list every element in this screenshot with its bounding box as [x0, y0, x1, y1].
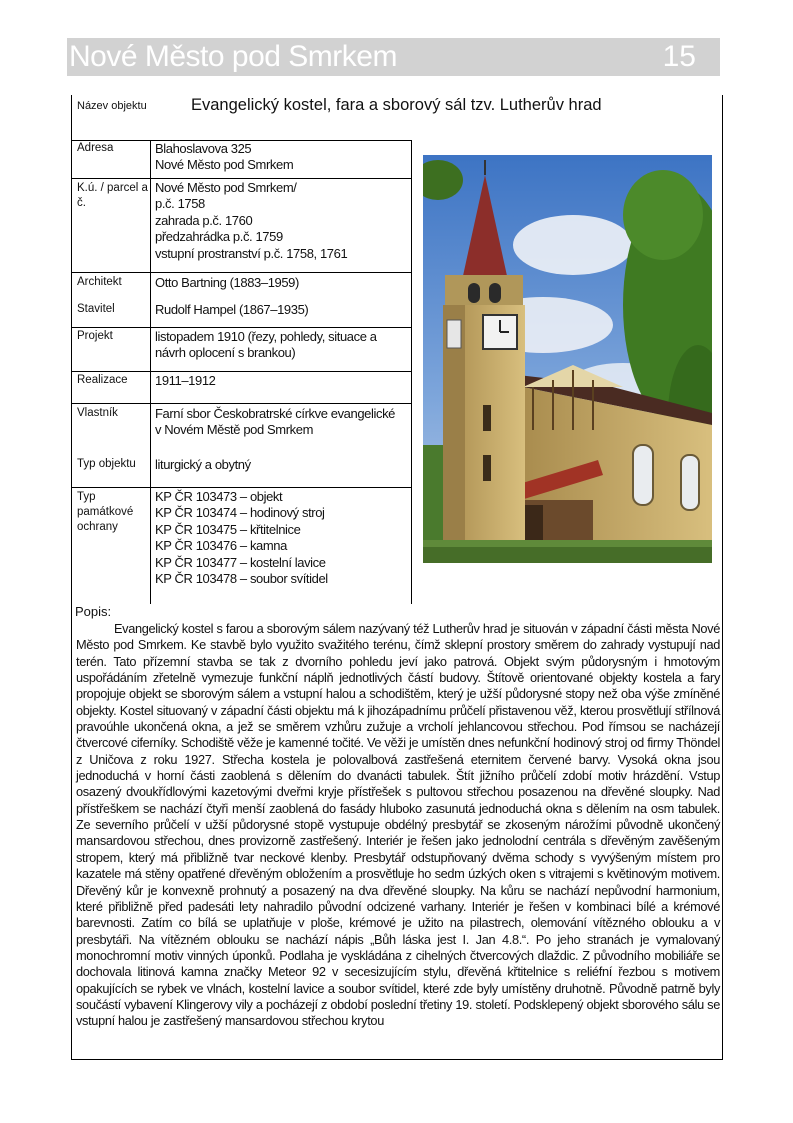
realization-label: Realizace [77, 374, 128, 386]
realization-value: 1911–1912 [155, 373, 216, 388]
table-right-border [411, 140, 412, 604]
table-rule [71, 487, 411, 488]
table-rule [71, 178, 411, 179]
parcel-label: K.ú. / parcel a č. [77, 182, 148, 209]
frame-right-border [722, 95, 723, 1060]
builder-label: Stavitel [77, 303, 115, 315]
table-rule [71, 403, 411, 404]
protection-value: KP ČR 103473 – objekt KP ČR 103474 – hodinový stroj KP ČR 103475 – křtitelnice KP ČR 103476 – kamna KP ČR 103477 – kostelní lavice KP ČR 103478 – soubor svítidel [155, 489, 328, 587]
table-column-divider [150, 140, 151, 604]
builder-value: Rudolf Hampel (1867–1935) [155, 302, 309, 317]
description-text: Evangelický kostel s farou a sborovým sálem nazývaný též Lutherův hrad je situován v západní části města Nové Město pod Smrkem. Ke stavbě bylo využito svažitého terénu, čímž sklepní prostory směrem do zahrady vystupují nad terén. Tato přízemní stavba se tak z dvorního pohledu jeví jako patrová. Objekt svým půdorysným i hmotovým uspořádáním zřetelně vymezuje funkční náplň jednotlivých částí budovy. Štítově orientované objekty kostela a fary propojuje objekt se sborovým sálem a vstupní halou a schodištěm, který je užší půdorysné stopy než oba výše zmíněné objekty. Kostel situovaný v západní části objektu má k jihozápadnímu průčelí přistavenou věž, kterou prosvětlují střílnová pravoúhle ukončená okna, a jež se směrem vzhůru zužuje a vrcholí jehlancovou střechou. Pod římsou se nacházejí čtvercové ciferníky. Schodiště věže je kamenné točité. Ve věži je umístěn dnes nefunkční hodinový stroj od firmy Thöndel z Uničova z roku 1927. Střecha kostela je polovalbová zastřešená eternitem červené barvy. Vysoká okna jsou jednoduchá v horní části zaoblená s dělením do dvanácti tabulek. Štít jižního průčelí zdobí motiv hrázdění. Vstup osazený dvoukřídlovými kazetovými dveřmi kryje přístřešek s pultovou střechou posazenou na dřevěné sloupky. Nad přístřeškem se nachází čtyři menší zaoblená do fasády hluboko zasunutá jednoduchá okna s dělením na osm tabulek. Ze severního průčelí v užší půdorysné stopě vystupuje obdélný presbytář se zkoseným nárožími původně ukončený mansardovou střechou, dnes provizorně zastřešený. Interiér je řešen jako jednolodní centrála s dřevěným zavěšeným stropem, který má přibližně tvar neckové klenby. Presbytář odstupňovaný dvěma schody s vyvýšeným místem pro kazatele má stěny opatřené dřevěným obložením a prosvětluje ho sedm úzkých oken s vitrajemi s květinovým motivem. Dřevěný kůr je konvexně prohnutý a posazený na dva dřevěné sloupky. Na kůru se nachází nepůvodní harmonium, které přibližně před padesáti lety nahradilo původní odcizené varhany. Interiér je řešen v kombinaci bílé a krémové barevnosti. Zatím co bílá se uplatňuje v ploše, krémové je užito na pilastrech, olemování vítězného oblouku a v presbytáři. Na vítězném oblouku se nachází nápis „Bůh láska jest I. Jan 4.8.“. Po jeho stranách je vymalovaný monochromní motiv vinných úponků. Podlaha je vyskládána z cihelných čtvercových dlaždic. Z původního mobiliáře se dochovala litinová kamna značky Meteor 92 v secesizujícím stylu, dřevěná křtitelnice s reliéfní řezbou s motivem opakujících se rybek ve vlnách, kostelní lavice a soubor svítidel, které zde byly umístěny druhotně. Původně patrně byly součástí vybavení Klingerovy vily a pocházejí z období poslední třetiny 19. století. Podsklepený objekt sborového sálu se vstupní halou je zastřešený mansardovou střechou krytou [76, 621, 720, 1029]
page-number: 15 [662, 40, 696, 73]
frame-bottom-border [71, 1059, 723, 1060]
object-name-label: Název objektu [77, 100, 147, 112]
parcel-value: Nové Město pod Smrkem/ p.č. 1758 zahrada p.č. 1760 předzahrádka p.č. 1759 vstupní prostranství p.č. 1758, 1761 [155, 180, 348, 261]
architect-label: Architekt [77, 276, 122, 288]
object-name-value: Evangelický kostel, fara a sborový sál tzv. Lutherův hrad [191, 96, 602, 114]
project-label: Projekt [77, 330, 113, 342]
header-bar [67, 38, 720, 76]
owner-value: Farní sbor Českobratrské církve evangelické v Novém Městě pod Smrkem [155, 406, 396, 438]
object-type-value: liturgický a obytný [155, 457, 251, 472]
church-photo [423, 155, 712, 563]
project-value: listopadem 1910 (řezy, pohledy, situace a návrh oplocení s brankou) [155, 329, 377, 361]
table-rule [71, 371, 411, 372]
object-type-label: Typ objektu [77, 458, 136, 470]
table-rule [71, 272, 411, 273]
page-title: Nové Město pod Smrkem [69, 40, 397, 73]
description-label: Popis: [75, 604, 112, 619]
owner-label: Vlastník [77, 407, 118, 419]
address-label: Adresa [77, 142, 114, 154]
address-value: Blahoslavova 325 Nové Město pod Smrkem [155, 141, 294, 173]
protection-label: Typ památkové ochrany [77, 491, 134, 533]
frame-left-border [71, 95, 72, 1060]
architect-value: Otto Bartning (1883–1959) [155, 275, 299, 290]
table-rule [71, 327, 411, 328]
